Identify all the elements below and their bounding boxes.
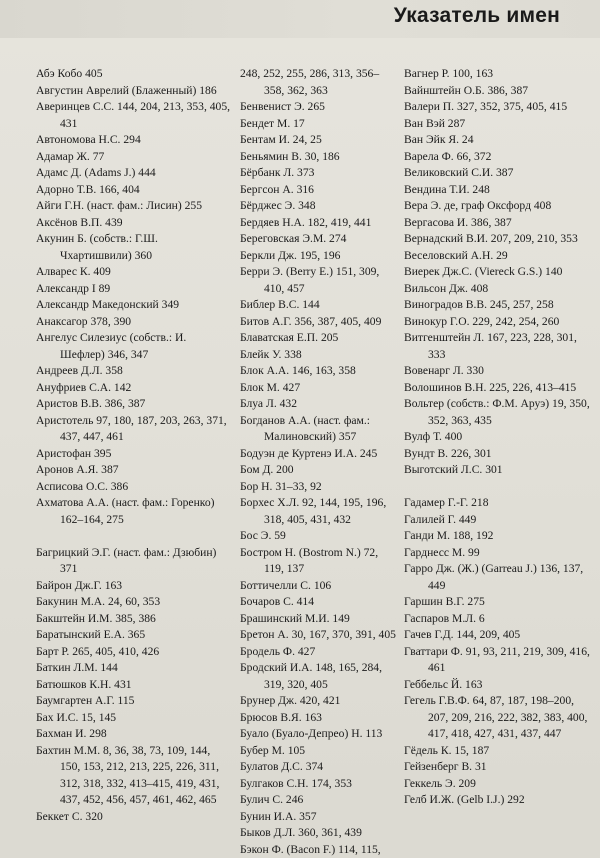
index-entry: Бодуэн де Куртенэ И.А. 245 [240,446,398,463]
index-entry: Бор Н. 31–33, 92 [240,479,398,496]
index-column-2 [240,66,398,858]
index-entry: Вендина Т.И. 248 [404,182,594,199]
index-entry: Вольтер (собств.: Ф.М. Аруэ) 19, 350, 352, 363, 435 [404,396,594,429]
index-entry: Бергсон А. 316 [240,182,398,199]
index-entry: Вайнштейн О.Б. 386, 387 [404,83,594,100]
index-entry: Ануфриев С.А. 142 [36,380,232,397]
index-entry: Варела Ф. 66, 372 [404,149,594,166]
index-entry: Вернадский В.И. 207, 209, 210, 353 [404,231,594,248]
index-entry: 248, 252, 255, 286, 313, 356–358, 362, 363 [240,66,398,99]
index-entry: Беньямин В. 30, 186 [240,149,398,166]
index-entry: Блок А.А. 146, 163, 358 [240,363,398,380]
page-header [0,0,600,38]
index-entry: Булатов Д.С. 374 [240,759,398,776]
index-entry: Анаксагор 378, 390 [36,314,232,331]
index-entry: Галилей Г. 449 [404,512,594,529]
index-entry: Баратынский Е.А. 365 [36,627,232,644]
index-entry: Аверинцев С.С. 144, 204, 213, 353, 405, 431 [36,99,232,132]
index-entry: Веселовский А.Н. 29 [404,248,594,265]
letter-section-gap [36,528,232,545]
index-entry: Вергасова И. 386, 387 [404,215,594,232]
index-entry: Адамс Д. (Adams J.) 444 [36,165,232,182]
index-entry: Вера Э. де, граф Оксфорд 408 [404,198,594,215]
page-title: Указатель имен [394,4,560,28]
index-entry: Аристов В.В. 386, 387 [36,396,232,413]
index-entry: Ахматова А.А. (наст. фам.: Горенко) 162–164, 275 [36,495,232,528]
index-entry: Гачев Г.Д. 144, 209, 405 [404,627,594,644]
index-entry: Андреев Д.Л. 358 [36,363,232,380]
index-entry: Ван Вэй 287 [404,116,594,133]
index-entry: Бёрджес Э. 348 [240,198,398,215]
index-entry: Витгенштейн Л. 167, 223, 228, 301, 333 [404,330,594,363]
index-entry: Вундт В. 226, 301 [404,446,594,463]
index-entry: Вагнер Р. 100, 163 [404,66,594,83]
index-entry: Бах И.С. 15, 145 [36,710,232,727]
index-entry: Борхес Х.Л. 92, 144, 195, 196, 318, 405, 431, 432 [240,495,398,528]
index-entry: Алварес К. 409 [36,264,232,281]
index-entry: Ганди М. 188, 192 [404,528,594,545]
index-entry: Бочаров С. 414 [240,594,398,611]
index-entry: Буало (Буало-Депрео) Н. 113 [240,726,398,743]
index-entry: Гваттари Ф. 91, 93, 211, 219, 309, 416, 461 [404,644,594,677]
index-entry: Гёдель К. 15, 187 [404,743,594,760]
index-entry: Бахтин М.М. 8, 36, 38, 73, 109, 144, 150, 153, 212, 213, 225, 226, 311, 312, 318, 332, 413–415, 419, 431, 437, 452, 456, 457, 461, 462, 465 [36,743,232,809]
index-entry: Виноградов В.В. 245, 257, 258 [404,297,594,314]
index-column-1 [36,66,232,825]
index-entry: Гейзенберг В. 31 [404,759,594,776]
index-entry: Александр Македонский 349 [36,297,232,314]
index-entry: Блуа Л. 432 [240,396,398,413]
index-entry: Вовенарг Л. 330 [404,363,594,380]
index-entry: Адорно Т.В. 166, 404 [36,182,232,199]
index-entry: Бэкон Ф. (Bacon F.) 114, 115, [240,842,398,858]
index-entry: Багрицкий Э.Г. (наст. фам.: Дзюбин) 371 [36,545,232,578]
index-entry: Битов А.Г. 356, 387, 405, 409 [240,314,398,331]
index-entry: Библер В.С. 144 [240,297,398,314]
index-entry: Гелб И.Ж. (Gelb I.J.) 292 [404,792,594,809]
index-entry: Булич С. 246 [240,792,398,809]
index-entry: Асписова О.С. 386 [36,479,232,496]
index-column-3 [404,66,594,809]
index-entry: Автономова Н.С. 294 [36,132,232,149]
index-entry: Адамар Ж. 77 [36,149,232,166]
index-entry: Бендет М. 17 [240,116,398,133]
index-entry: Бунин И.А. 357 [240,809,398,826]
index-entry: Винокур Г.О. 229, 242, 254, 260 [404,314,594,331]
index-entry: Брашинский М.И. 149 [240,611,398,628]
index-entry: Беркли Дж. 195, 196 [240,248,398,265]
index-entry: Аронов А.Я. 387 [36,462,232,479]
index-entry: Быков Д.Л. 360, 361, 439 [240,825,398,842]
index-entry: Богданов А.А. (наст. фам.: Малиновский) 357 [240,413,398,446]
index-entry: Бубер М. 105 [240,743,398,760]
index-entry: Бакунин М.А. 24, 60, 353 [36,594,232,611]
index-entry: Баумгартен А.Г. 115 [36,693,232,710]
index-entry: Булгаков С.Н. 174, 353 [240,776,398,793]
index-entry: Ван Эйк Я. 24 [404,132,594,149]
index-entry: Бердяев Н.А. 182, 419, 441 [240,215,398,232]
index-entry: Геккель Э. 209 [404,776,594,793]
index-entry: Гадамер Г.-Г. 218 [404,495,594,512]
index-entry: Барт Р. 265, 405, 410, 426 [36,644,232,661]
index-entry: Аристотель 97, 180, 187, 203, 263, 371, 437, 447, 461 [36,413,232,446]
index-entry: Волошинов В.Н. 225, 226, 413–415 [404,380,594,397]
index-entry: Геббельс Й. 163 [404,677,594,694]
index-entry: Береговская Э.М. 274 [240,231,398,248]
index-entry: Брунер Дж. 420, 421 [240,693,398,710]
index-entry: Блок М. 427 [240,380,398,397]
index-entry: Валери П. 327, 352, 375, 405, 415 [404,99,594,116]
index-entry: Гаршин В.Г. 275 [404,594,594,611]
index-entry: Беккет С. 320 [36,809,232,826]
index-entry: Выготский Л.С. 301 [404,462,594,479]
index-entry: Августин Аврелий (Блаженный) 186 [36,83,232,100]
index-entry: Гарднесс М. 99 [404,545,594,562]
index-entry: Бостром Н. (Bostrom N.) 72, 119, 137 [240,545,398,578]
index-entry: Бродель Ф. 427 [240,644,398,661]
index-entry: Ангелус Силезиус (собств.: И. Шефлер) 346, 347 [36,330,232,363]
index-entry: Бос Э. 59 [240,528,398,545]
letter-section-gap [404,479,594,496]
index-entry: Вильсон Дж. 408 [404,281,594,298]
index-entry: Бродский И.А. 148, 165, 284, 319, 320, 405 [240,660,398,693]
index-entry: Бакштейн И.М. 385, 386 [36,611,232,628]
index-entry: Боттичелли С. 106 [240,578,398,595]
index-entry: Бентам И. 24, 25 [240,132,398,149]
index-entry: Аксёнов В.П. 439 [36,215,232,232]
index-entry: Блейк У. 338 [240,347,398,364]
index-entry: Акунин Б. (собств.: Г.Ш. Чхартишвили) 360 [36,231,232,264]
index-entry: Абэ Кобо 405 [36,66,232,83]
index-entry: Гарро Дж. (Ж.) (Garreau J.) 136, 137, 449 [404,561,594,594]
index-entry: Батюшков К.Н. 431 [36,677,232,694]
index-entry: Аристофан 395 [36,446,232,463]
index-entry: Бретон А. 30, 167, 370, 391, 405 [240,627,398,644]
index-entry: Гегель Г.В.Ф. 64, 87, 187, 198–200, 207, 209, 216, 222, 382, 383, 400, 417, 418, 427, 431, 437, 447 [404,693,594,743]
index-entry: Айги Г.Н. (наст. фам.: Лисин) 255 [36,198,232,215]
index-entry: Александр I 89 [36,281,232,298]
index-entry: Гаспаров М.Л. 6 [404,611,594,628]
index-entry: Блаватская Е.П. 205 [240,330,398,347]
index-entry: Берри Э. (Berry E.) 151, 309, 410, 457 [240,264,398,297]
index-entry: Бёрбанк Л. 373 [240,165,398,182]
index-entry: Бенвенист Э. 265 [240,99,398,116]
index-entry: Вулф Т. 400 [404,429,594,446]
index-entry: Брюсов В.Я. 163 [240,710,398,727]
index-entry: Баткин Л.М. 144 [36,660,232,677]
index-entry: Бахман И. 298 [36,726,232,743]
index-entry: Бом Д. 200 [240,462,398,479]
index-entry: Виерек Дж.С. (Viereck G.S.) 140 [404,264,594,281]
index-entry: Байрон Дж.Г. 163 [36,578,232,595]
index-entry: Великовский С.И. 387 [404,165,594,182]
